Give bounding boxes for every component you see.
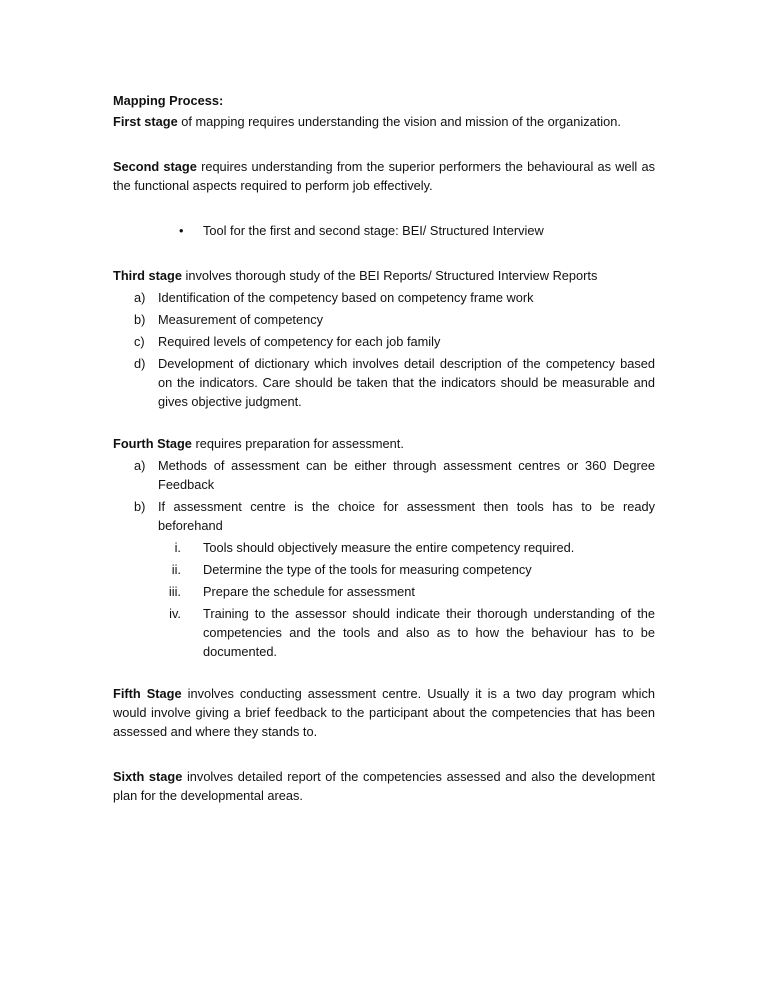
stage-4-text: requires preparation for assessment. xyxy=(191,436,404,451)
sublist-item xyxy=(113,560,655,579)
sublist-marker: ii. xyxy=(171,562,181,577)
stage-3-label: Third stage xyxy=(113,268,182,283)
sublist-item-text: Prepare the schedule for assessment xyxy=(203,584,415,599)
list-marker: b) xyxy=(134,499,146,514)
list-item xyxy=(113,354,655,411)
sublist-marker: i. xyxy=(174,540,181,555)
list-item xyxy=(113,332,655,351)
stage-6-label: Sixth stage xyxy=(113,769,183,784)
stage-6-paragraph xyxy=(113,767,655,805)
stage-4-list xyxy=(113,456,655,661)
list-marker: a) xyxy=(134,458,146,473)
sublist-item-text: Tools should objectively measure the entire competency required. xyxy=(203,540,575,555)
document-body xyxy=(113,91,655,805)
tool-bullet-list xyxy=(113,221,655,240)
sublist-item-text: Determine the type of the tools for measuring competency xyxy=(203,562,532,577)
bullet-dot-icon: • xyxy=(179,223,184,238)
list-item-text: If assessment centre is the choice for assessment then tools has to be ready beforehand xyxy=(158,499,655,533)
stage-5-text: involves conducting assessment centre. Usually it is a two day program which would involve giving a brief feedback to the participant about the competencies that has been assessed and where they stands to. xyxy=(113,686,655,739)
list-marker: d) xyxy=(134,356,146,371)
list-item xyxy=(113,456,655,494)
stage-2-paragraph xyxy=(113,157,655,195)
list-item xyxy=(113,310,655,329)
stage-3-list xyxy=(113,288,655,411)
stage-4-sublist xyxy=(158,538,655,661)
stage-4-paragraph xyxy=(113,434,655,453)
list-item xyxy=(113,497,655,661)
sublist-marker: iii. xyxy=(168,584,181,599)
list-item-text: Identification of the competency based on competency frame work xyxy=(158,290,534,305)
stage-2-label: Second stage xyxy=(113,159,197,174)
stage-4-label: Fourth Stage xyxy=(113,436,192,451)
section-heading: Mapping Process: xyxy=(113,93,224,108)
list-item-text: Required levels of competency for each job family xyxy=(158,334,441,349)
list-item xyxy=(113,288,655,307)
stage-5-paragraph xyxy=(113,684,655,741)
stage-3-paragraph xyxy=(113,266,655,285)
sublist-item xyxy=(113,538,655,557)
list-marker: c) xyxy=(134,334,145,349)
stage-3-text: involves thorough study of the BEI Reports/ Structured Interview Reports xyxy=(181,268,598,283)
stage-1-label: First stage xyxy=(113,114,178,129)
list-item-text: Methods of assessment can be either through assessment centres or 360 Degree Feedback xyxy=(158,458,655,492)
sublist-item xyxy=(113,604,655,661)
sublist-marker: iv. xyxy=(169,606,181,621)
list-item-text: Measurement of competency xyxy=(158,312,324,327)
stage-6-text: involves detailed report of the competencies assessed and also the development plan for the developmental areas. xyxy=(113,769,655,803)
stage-5-label: Fifth Stage xyxy=(113,686,182,701)
bullet-text: Tool for the first and second stage: BEI/ Structured Interview xyxy=(203,223,544,238)
stage-1-text: of mapping requires understanding the vision and mission of the organization. xyxy=(177,114,621,129)
stage-2-text: requires understanding from the superior performers the behavioural as well as the functional aspects required to perform job effectively. xyxy=(113,159,655,193)
list-marker: a) xyxy=(134,290,146,305)
bullet-item xyxy=(113,221,655,240)
stage-1-paragraph xyxy=(113,112,655,131)
sublist-item-text: Training to the assessor should indicate their thorough understanding of the competencies and the tools and also as to how the behaviour has to be documented. xyxy=(203,606,655,659)
list-marker: b) xyxy=(134,312,146,327)
sublist-item xyxy=(113,582,655,601)
list-item-text: Development of dictionary which involves detail description of the competency based on the indicators. Care should be taken that the indicators should be measurable and gives objective judgment. xyxy=(158,356,655,409)
